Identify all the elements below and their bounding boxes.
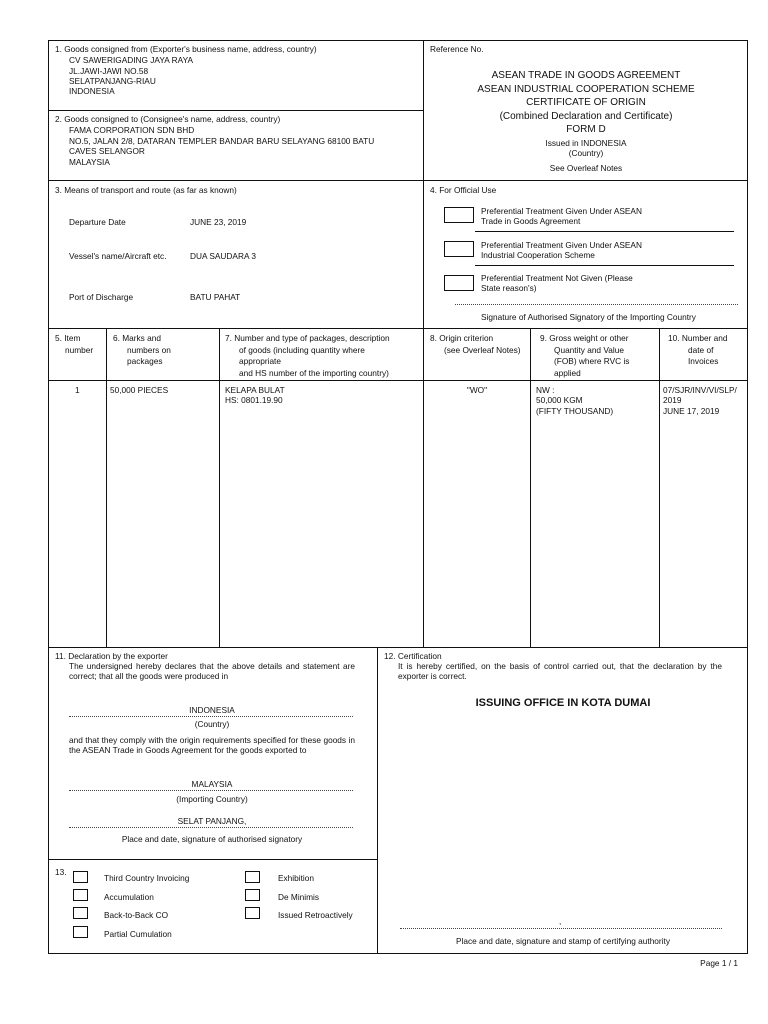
divider (475, 265, 734, 266)
divider (48, 180, 748, 181)
signature-line (455, 304, 738, 305)
de-minimis-label: De Minimis (278, 892, 320, 902)
divider (106, 328, 107, 647)
certification-line (400, 928, 722, 929)
country-line (69, 716, 353, 717)
checkbox-preferential-atiga[interactable] (444, 207, 474, 223)
checkbox-not-given[interactable] (444, 275, 474, 291)
invoice-line: 07/SJR/INV/VI/SLP/ (663, 385, 737, 395)
consignee-address: NO.5, JALAN 2/8, DATARAN TEMPLER BANDAR BARU SELAYANG 68100 BATU (69, 136, 375, 146)
title-line: CERTIFICATE OF ORIGIN (526, 97, 646, 109)
certification-caption: Place and date, signature and stamp of certifying authority (455, 936, 670, 946)
third-country-invoicing-label: Third Country Invoicing (104, 873, 190, 883)
reference-label: Reference No. (430, 44, 484, 54)
header-line: 7. Number and type of packages, description (225, 333, 390, 343)
issued-in: Issued in INDONESIA (545, 138, 627, 148)
box2-label: 2. Goods consigned to (Consignee's name, address, country) (55, 114, 281, 124)
declaration-text-2: and that they comply with the origin requirements specified for these goods in the ASEAN Trade in Goods Agreement for the goods exported to (69, 735, 355, 756)
divider (48, 110, 423, 111)
title-line: ASEAN TRADE IN GOODS AGREEMENT (491, 70, 681, 81)
item-marks: 50,000 PIECES (110, 385, 169, 395)
header-line: 10. Number and (668, 333, 728, 343)
title-line: ASEAN INDUSTRIAL COOPERATION SCHEME (477, 83, 695, 95)
item-invoice (663, 385, 737, 416)
header-description (225, 333, 390, 379)
form-title (424, 69, 748, 137)
checkbox-back-to-back-co[interactable] (73, 907, 88, 919)
checkbox-exhibition[interactable] (245, 871, 260, 883)
place-caption: Place and date, signature of authorised signatory (121, 834, 303, 844)
declaration-place: SELAT PANJANG, (177, 816, 247, 826)
header-line: and HS number of the importing country) (239, 367, 389, 378)
header-line: number (65, 344, 94, 355)
header-line: of goods (including quantity where (239, 344, 365, 355)
divider (48, 328, 748, 329)
divider (219, 328, 220, 647)
option-label: Industrial Cooperation Scheme (481, 250, 595, 260)
divider (530, 328, 531, 647)
title-line: (Combined Declaration and Certificate) (499, 110, 673, 122)
header-line: (FOB) where RVC is (554, 356, 630, 366)
header-marks (113, 333, 171, 368)
header-line: (see Overleaf Notes) (444, 344, 521, 355)
exhibition-label: Exhibition (278, 873, 314, 883)
header-line: numbers on (127, 344, 171, 355)
option-label: Preferential Treatment Not Given (Please (481, 273, 633, 283)
importing-caption: (Importing Country) (176, 794, 248, 804)
option-label: Preferential Treatment Given Under ASEAN (481, 206, 642, 216)
header-line: applied (554, 367, 581, 378)
exporter-address: JL.JAWI-JAWI NO.58 (69, 66, 149, 76)
back-to-back-co-label: Back-to-Back CO (104, 910, 169, 920)
checkbox-partial-cumulation[interactable] (73, 926, 88, 938)
header-line: 6. Marks and (113, 333, 161, 343)
place-line (69, 827, 353, 828)
weight-line: (FIFTY THOUSAND) (536, 405, 614, 416)
certification-text: It is hereby certified, on the basis of control carried out, that the declaration by the exporter is correct. (398, 661, 722, 682)
weight-line: 50,000 KGM (536, 395, 583, 406)
item-origin: "WO" (466, 385, 488, 395)
exporter-name: CV SAWERIGADING JAYA RAYA (69, 55, 194, 65)
checkbox-third-country-invoicing[interactable] (73, 871, 88, 883)
consignee-city: CAVES SELANGOR (69, 146, 145, 156)
box4-label: 4. For Official Use (430, 185, 497, 195)
importing-line (69, 790, 353, 791)
box11-label: 11. Declaration by the exporter (55, 651, 168, 661)
consignee-country: MALAYSIA (69, 157, 110, 167)
port-label: Port of Discharge (69, 292, 134, 302)
header-line: packages (127, 356, 163, 366)
divider (423, 328, 424, 647)
vessel-value: DUA SAUDARA 3 (190, 251, 256, 261)
item-description (225, 385, 285, 406)
description-line: HS: 0801.19.90 (225, 395, 283, 406)
box1-label: 1. Goods consigned from (Exporter's business name, address, country) (55, 44, 317, 54)
overleaf-notes: See Overleaf Notes (549, 163, 623, 173)
accumulation-label: Accumulation (104, 892, 154, 902)
port-value: BATU PAHAT (190, 292, 241, 302)
title-line: FORM D (566, 124, 606, 136)
exporter-city: SELATPANJANG-RIAU (69, 76, 156, 86)
option-label: Trade in Goods Agreement (481, 216, 581, 226)
weight-line: NW : (536, 385, 555, 395)
issued-country-caption: (Country) (568, 148, 604, 158)
issued-retroactively-label: Issued Retroactively (278, 910, 353, 920)
checkbox-issued-retroactively[interactable] (245, 907, 260, 919)
checkbox-accumulation[interactable] (73, 889, 88, 901)
departure-label: Departure Date (69, 217, 126, 227)
signature-caption: Signature of Authorised Signatory of the Importing Country (481, 312, 696, 322)
declaration-country: INDONESIA (189, 705, 235, 715)
option-label: Preferential Treatment Given Under ASEAN (481, 240, 642, 250)
country-caption: (Country) (194, 719, 230, 729)
header-line: Quantity and Value (554, 344, 624, 355)
option-label: State reason's) (481, 283, 537, 293)
header-line: 9. Gross weight or other (540, 333, 629, 343)
checkbox-de-minimis[interactable] (245, 889, 260, 901)
divider (48, 380, 748, 381)
header-line: date of (688, 344, 714, 355)
divider (48, 859, 377, 860)
description-line: KELAPA BULAT (225, 385, 285, 395)
item-weight (536, 385, 613, 416)
invoice-line: JUNE 17, 2019 (663, 405, 720, 416)
box13-label: 13. (55, 867, 67, 877)
issuing-office: ISSUING OFFICE IN KOTA DUMAI (475, 697, 651, 709)
invoice-line: 2019 (663, 395, 682, 406)
page-number: Page 1 / 1 (700, 958, 738, 968)
header-line: 8. Origin criterion (430, 333, 494, 343)
exporter-country: INDONESIA (69, 86, 115, 96)
declaration-importing-country: MALAYSIA (191, 779, 233, 789)
item-number: 1 (75, 385, 80, 395)
divider (377, 647, 378, 954)
checkbox-preferential-aico[interactable] (444, 241, 474, 257)
header-origin (430, 333, 521, 356)
certification-comma: , (559, 916, 562, 926)
header-line: 5. Item (55, 333, 81, 343)
departure-value: JUNE 23, 2019 (190, 217, 247, 227)
header-item-number (55, 333, 93, 355)
divider (475, 231, 734, 232)
header-invoices (668, 333, 728, 368)
box3-label: 3. Means of transport and route (as far as known) (55, 185, 237, 195)
header-line: appropriate (239, 356, 281, 366)
divider (659, 328, 660, 647)
vessel-label: Vessel's name/Aircraft etc. (69, 251, 167, 261)
partial-cumulation-label: Partial Cumulation (104, 929, 172, 939)
consignee-name: FAMA CORPORATION SDN BHD (69, 125, 195, 135)
header-line: Invoices (688, 356, 719, 366)
divider (48, 647, 748, 648)
box12-label: 12. Certification (384, 651, 442, 661)
declaration-text: The undersigned hereby declares that the above details and statement are correct; that all the goods were produced in (69, 661, 355, 682)
header-weight (540, 333, 629, 379)
